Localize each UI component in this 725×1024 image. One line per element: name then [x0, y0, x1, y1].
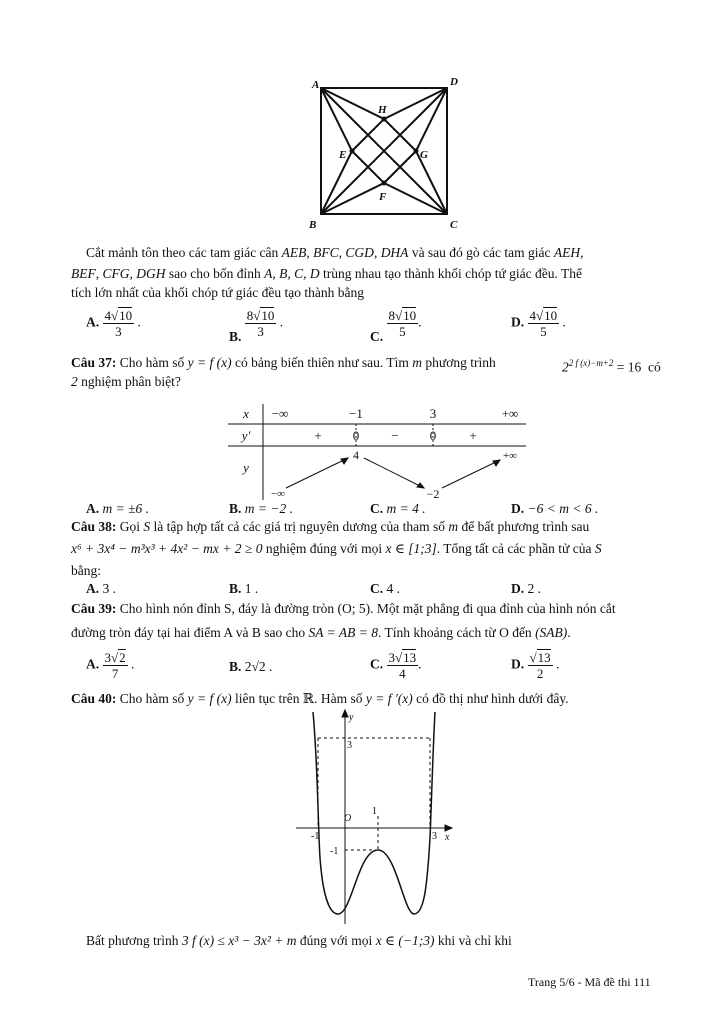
q40-last-line: Bất phương trình 3 f (x) ≤ x³ − 3x² + m đúng với mọi x ∈ (−1;3) khi và chỉ khi	[86, 933, 512, 948]
graph-tick-xneg1: -1	[311, 831, 320, 842]
table-x-label: x	[243, 406, 249, 421]
label-b: B	[309, 219, 317, 231]
q37-option-d[interactable]: D. −6 < m < 6 .	[511, 501, 599, 516]
sign-1: +	[314, 428, 322, 443]
sign-3: −	[391, 428, 399, 443]
table-y-pos-inf: +∞	[502, 450, 518, 462]
q37-option-a[interactable]: A. m = ±6 .	[86, 501, 150, 516]
graph-tick-y3: 3	[347, 740, 352, 751]
graph-origin: O	[344, 813, 352, 824]
q39-line-2: đường tròn đáy tại hai điểm A và B sao cho SA = AB = 8. Tính khoảng cách từ O đến (SAB).	[71, 625, 571, 640]
intro-line-3: tích lớn nhất của khối chóp tứ giác đều tạo thành bằng	[71, 285, 364, 300]
label-c: C	[450, 219, 458, 231]
label-d: D	[450, 76, 458, 88]
q38-option-a[interactable]: A. 3 .	[86, 581, 116, 596]
q39-option-b[interactable]: B. 2√2 .	[229, 659, 273, 674]
table-x-neg1: −1	[349, 406, 363, 421]
label-g: G	[420, 149, 428, 161]
q38-line-2: x⁶ + 3x⁴ − m³x³ + 4x² − mx + 2 ≥ 0 nghiệm đúng với mọi x ∈ [1;3]. Tổng tất cả các phần tử của S	[71, 541, 602, 556]
intro-line-2: BEF, CFG, DGH sao cho bốn đỉnh A, B, C, D trùng nhau tạo thành khối chóp tứ giác đều. Thể	[71, 266, 583, 281]
graph-tick-x1: 1	[372, 806, 377, 817]
q40-line-1: Câu 40: Cho hàm số y = f (x) liên tục trên ℝ. Hàm số y = f ′(x) có đồ thị như hình dưới đây.	[71, 691, 569, 706]
square-figure	[300, 72, 470, 232]
table-x-3: 3	[429, 406, 437, 421]
q37-option-c[interactable]: C. m = 4 .	[370, 501, 426, 516]
intro-line-1: Cắt mảnh tôn theo các tam giác cân AEB, BFC, CGD, DHA và sau đó gò các tam giác AEH,	[86, 245, 584, 260]
sign-2: 0	[352, 428, 360, 443]
q39-line-1: Câu 39: Cho hình nón đỉnh S, đáy là đường tròn (O; 5). Một mặt phẳng đi qua đỉnh của hình nón cắt	[71, 601, 616, 616]
q38-option-b[interactable]: B. 1 .	[229, 581, 259, 596]
q39-option-a[interactable]: A. $\frac{3√2}{7}$ .	[86, 650, 135, 681]
label-a: A	[312, 79, 320, 91]
graph-tick-yneg1: -1	[330, 846, 339, 857]
table-x-pos-inf: +∞	[501, 406, 519, 421]
table-y-4: 4	[353, 448, 359, 462]
q37-line-2: 2 nghiệm phân biệt?	[71, 374, 181, 389]
derivative-graph	[296, 708, 456, 926]
q37-option-b[interactable]: B. m = −2 .	[229, 501, 293, 516]
label-e: E	[339, 149, 347, 161]
q38-option-d[interactable]: D. 2 .	[511, 581, 541, 596]
q36-option-c[interactable]: C. $\frac{8√10}{5}$ .	[370, 308, 422, 344]
q38-option-c[interactable]: C. 4 .	[370, 581, 400, 596]
q38-line-3: bằng:	[71, 563, 101, 578]
q36-option-d[interactable]: D. $\frac{4√10}{5}$ .	[511, 308, 566, 339]
table-y-neg2: −2	[426, 487, 440, 501]
table-y-label: y	[243, 460, 249, 475]
table-x-neg-inf: −∞	[271, 406, 289, 421]
label-h: H	[378, 104, 387, 116]
q37-line-1: Câu 37: Cho hàm số y = f (x) có bảng biến thiên như sau. Tìm m phương trình	[71, 355, 496, 370]
sign-4: 0	[429, 428, 437, 443]
q39-option-d[interactable]: D. $\frac{√13}{2}$ .	[511, 650, 560, 681]
q39-option-c[interactable]: C. $\frac{3√13}{4}$ .	[370, 650, 422, 681]
label-f: F	[379, 191, 387, 203]
q37-equation: $2^{2 f (x)-m+2} = 16$ có	[562, 358, 661, 375]
graph-y-label: y	[349, 712, 354, 723]
table-y-neg-inf: −∞	[270, 488, 286, 500]
q36-option-a[interactable]: A. $\frac{4√10}{3}$ .	[86, 308, 141, 339]
variation-table	[228, 402, 526, 502]
table-yp-label: y′	[241, 428, 251, 443]
sign-5: +	[469, 428, 477, 443]
graph-tick-x3: 3	[432, 831, 437, 842]
graph-x-label: x	[445, 832, 450, 843]
page-footer: Trang 5/6 - Mã đề thi 111	[528, 975, 651, 989]
q36-option-b[interactable]: B. $\frac{8√10}{3}$ .	[229, 308, 284, 344]
q38-line-1: Câu 38: Gọi S là tập hợp tất cả các giá trị nguyên dương của tham số m để bất phương trình sau	[71, 519, 590, 534]
